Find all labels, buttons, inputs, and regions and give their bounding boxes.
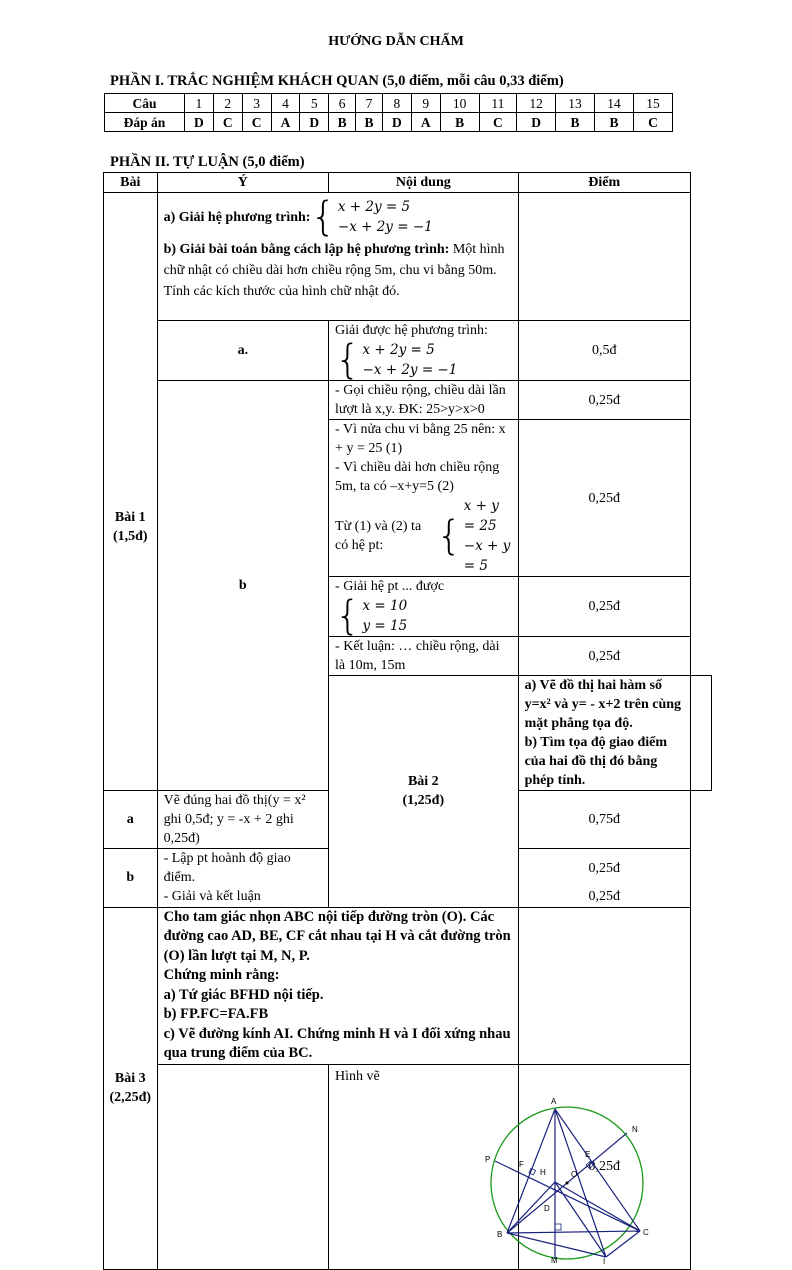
bai2-b2-points: 0,25đ xyxy=(518,887,690,907)
bai2-a-text: Vẽ đúng hai đồ thị(y = x² ghi 0,5đ; y = -x + 2 ghi 0,25đ) xyxy=(157,791,328,849)
bai1-a-eq1: x + 2y = 5 xyxy=(362,342,435,358)
label-o: O xyxy=(571,1169,578,1179)
bai3-problem-row xyxy=(104,907,712,1064)
page-title: HƯỚNG DẪN CHẤM xyxy=(328,34,464,49)
bai1-b234-points: 0,25đ xyxy=(518,420,690,577)
question-number: 4 xyxy=(271,94,300,113)
answer-table xyxy=(104,93,673,132)
question-number: 5 xyxy=(300,94,329,113)
answer-cell: B xyxy=(329,113,356,132)
label-d: D xyxy=(544,1203,550,1213)
answer-cell: A xyxy=(271,113,300,132)
bai1-b6: - Kết luận: … chiều rộng, dài là 10m, 15m xyxy=(329,637,519,676)
answer-cell: D xyxy=(382,113,411,132)
answer-cell: B xyxy=(440,113,479,132)
bai1-b1-points: 0,25đ xyxy=(518,381,690,420)
bai2-problem-points xyxy=(690,676,711,791)
header-bai: Bài xyxy=(104,173,158,193)
part1-heading: PHẦN I. TRẮC NGHIỆM KHÁCH QUAN (5,0 điểm, mỗi câu 0,33 điểm) xyxy=(110,73,564,89)
bai1-a-text: Giải được hệ phương trình: xyxy=(335,323,488,338)
answer-cell: C xyxy=(213,113,242,132)
bai3-q4: b) FP.FC=FA.FB xyxy=(163,1006,269,1022)
bai3-figure-y xyxy=(157,1064,328,1269)
bai3-figure-label: Hình vẽ xyxy=(335,1068,380,1084)
bai2-score: (1,25đ) xyxy=(402,793,445,809)
bai2-a-points: 0,75đ xyxy=(518,791,690,849)
bai1-intro-b-bold: b) Giải bài toán bằng cách lập hệ phương trình: xyxy=(163,242,450,257)
label-n: N xyxy=(632,1124,638,1134)
point-o xyxy=(566,1181,569,1184)
bai1-b4-eq2: −x + y = 5 xyxy=(463,538,511,574)
header-noidung: Nội dung xyxy=(329,173,519,193)
bai1-b4: Từ (1) và (2) ta có hệ pt: xyxy=(335,519,422,553)
bai1-a-content xyxy=(329,321,519,381)
bai2-q-b: b) Tìm tọa độ giao điểm của hai đồ thị đó bằng phép tính. xyxy=(524,735,668,788)
label-f: F xyxy=(519,1159,524,1169)
header-diem: Điểm xyxy=(518,173,690,193)
brace-icon: { xyxy=(335,337,361,383)
bai1-b2: - Vì nửa chu vi bằng 25 nên: x + y = 25 (1) xyxy=(335,422,506,456)
bai3-q1: Cho tam giác nhọn ABC nội tiếp đường tròn (O). Các đường cao AD, BE, CF cắt nhau tại H và cắt đường tròn (O) lần lượt tại M, N, P. xyxy=(163,908,511,964)
part2-heading: PHẦN II. TỰ LUẬN (5,0 điểm) xyxy=(110,154,305,170)
label-m: M xyxy=(551,1255,558,1265)
segment-ac xyxy=(555,1109,640,1231)
brace-icon: { xyxy=(335,593,361,639)
question-number: 11 xyxy=(479,94,517,113)
bai1-b5-eq2: y = 15 xyxy=(362,618,408,634)
bai1-score: (1,5đ) xyxy=(112,528,148,544)
bai3-problem xyxy=(157,907,518,1064)
bai1-b5-system xyxy=(335,593,408,639)
bai1-b234 xyxy=(329,420,519,577)
grading-table xyxy=(103,172,712,1270)
question-row-label: Câu xyxy=(105,94,185,113)
answer-row-label: Đáp án xyxy=(105,113,185,132)
bai2-a-label: a xyxy=(104,791,158,849)
bai1-intro-a: a) Giải hệ phương trình: xyxy=(163,209,311,225)
bai2-b1: - Lập pt hoành độ giao điểm. xyxy=(157,849,328,888)
segment-bi xyxy=(507,1233,606,1257)
question-number: 8 xyxy=(382,94,411,113)
bai1-a-points: 0,5đ xyxy=(518,321,690,381)
bai1-b5-eq1: x = 10 xyxy=(362,598,408,614)
label-b: B xyxy=(497,1229,503,1239)
bai2-b1-points: 0,25đ xyxy=(518,849,690,888)
label-c: C xyxy=(643,1227,649,1237)
header-y: Ý xyxy=(157,173,328,193)
bai1-a-row xyxy=(104,321,712,381)
bai2-b-label: b xyxy=(104,849,158,908)
bai1-b3: - Vì chiều dài hơn chiều rộng 5m, ta có –x+y=5 (2) xyxy=(335,460,500,494)
label-p: P xyxy=(485,1154,491,1164)
bai3-score: (2,25đ) xyxy=(109,1090,152,1105)
label-a: A xyxy=(551,1096,557,1106)
bai1-problem-points xyxy=(518,193,690,321)
answer-cell: D xyxy=(185,113,214,132)
answer-cell: D xyxy=(300,113,329,132)
bai3-problem-points xyxy=(518,907,690,1064)
bai1-label-cell xyxy=(104,193,158,791)
answer-cell: C xyxy=(479,113,517,132)
diameter-ai xyxy=(555,1109,606,1257)
question-number: 14 xyxy=(595,94,634,113)
bai1-b6-points: 0,25đ xyxy=(518,637,690,676)
label-i: I xyxy=(603,1256,606,1266)
bai2-b2: - Giải và kết luận xyxy=(157,887,328,907)
answer-cell: B xyxy=(356,113,383,132)
answer-cell: B xyxy=(556,113,595,132)
question-number: 13 xyxy=(556,94,595,113)
answer-table-question-row xyxy=(105,94,673,113)
line-cp xyxy=(495,1161,640,1231)
answer-cell: A xyxy=(411,113,440,132)
bai1-a-eq2: −x + 2y = −1 xyxy=(362,362,458,378)
bai2-label: Bài 2 xyxy=(407,774,439,790)
label-h: H xyxy=(540,1167,546,1177)
question-number: 7 xyxy=(356,94,383,113)
bai3-label-cell xyxy=(104,907,158,1269)
bai1-b1-row xyxy=(104,381,712,420)
segment-hi xyxy=(555,1182,606,1257)
bai1-b4-system xyxy=(436,496,511,576)
answer-cell: C xyxy=(242,113,271,132)
bai1-b5-cell xyxy=(329,577,519,637)
label-e: E xyxy=(585,1149,591,1159)
brace-icon: { xyxy=(436,513,462,559)
answer-table-answer-row xyxy=(105,113,673,132)
bai3-q3: a) Tứ giác BFHD nội tiếp. xyxy=(163,986,324,1003)
segment-bc xyxy=(507,1231,640,1233)
bai1-b4-eq1: x + y = 25 xyxy=(463,498,499,534)
bai1-eq1: x + 2y = 5 xyxy=(337,199,411,215)
bai1-problem xyxy=(157,193,518,321)
bai3-label: Bài 3 xyxy=(114,1071,146,1086)
bai3-figure-points: 0,25đ xyxy=(518,1064,690,1269)
question-number: 6 xyxy=(329,94,356,113)
bai1-intro-b-text: Một hình chữ nhật có chiều dài hơn chiều rộng 5m, chu vi bằng 50m. Tính các kích thước của hình chữ nhật đó. xyxy=(163,242,505,299)
question-number: 1 xyxy=(185,94,214,113)
question-number: 9 xyxy=(411,94,440,113)
bai3-figure-row xyxy=(104,1064,712,1269)
question-number: 2 xyxy=(213,94,242,113)
bai1-b5: - Giải hệ pt ... được xyxy=(335,579,445,594)
bai1-b-label: b xyxy=(157,381,328,791)
answer-cell: D xyxy=(517,113,556,132)
bai3-q5: c) Vẽ đường kính AI. Chứng minh H và I đối xứng nhau qua trung điểm của BC. xyxy=(163,1025,511,1061)
geometry-figure xyxy=(467,1089,667,1264)
bai3-q2: Chứng minh rằng: xyxy=(163,967,280,983)
question-number: 3 xyxy=(242,94,271,113)
right-angle-d xyxy=(555,1224,561,1230)
bai1-b1: - Gọi chiều rộng, chiều dài lần lượt là x,y. ĐK: 25>y>x>0 xyxy=(329,381,519,420)
bai2-q-a: a) Vẽ đồ thị hai hàm số y=x² và y= - x+2 trên cùng mặt phẳng tọa độ. xyxy=(524,678,682,731)
question-number: 15 xyxy=(633,94,672,113)
grading-table-header xyxy=(104,173,712,193)
answer-cell: C xyxy=(633,113,672,132)
bai1-system xyxy=(310,194,433,240)
bai1-label: Bài 1 xyxy=(114,509,146,525)
answer-cell: B xyxy=(595,113,634,132)
question-number: 10 xyxy=(440,94,479,113)
bai2-problem xyxy=(518,676,690,791)
question-number: 12 xyxy=(517,94,556,113)
bai2-label-cell xyxy=(329,676,519,908)
bai1-problem-row xyxy=(104,193,712,321)
bai1-a-system xyxy=(335,337,458,383)
bai1-eq2: −x + 2y = −1 xyxy=(337,219,433,235)
bai1-b5-points: 0,25đ xyxy=(518,577,690,637)
segment-hc xyxy=(555,1182,640,1231)
bai1-a-label: a. xyxy=(157,321,328,381)
brace-icon: { xyxy=(310,194,336,240)
